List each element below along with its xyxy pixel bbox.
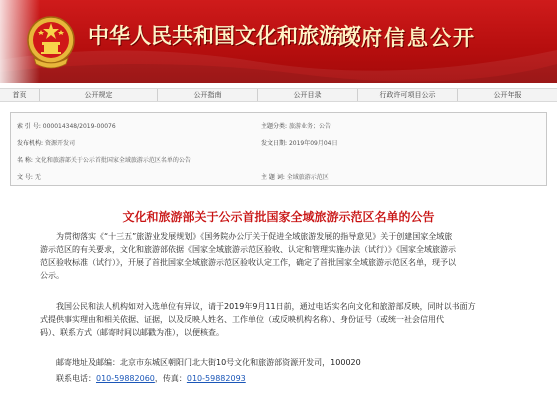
meta-docno-label: 文 号: — [17, 174, 33, 181]
meta-index-value: 000014348/2019-00076 — [42, 123, 116, 130]
national-emblem-icon — [26, 14, 76, 70]
meta-publisher-value: 资源开发司 — [44, 140, 75, 147]
fax-link[interactable]: 010-59882093 — [186, 374, 246, 383]
fax-label: ，传真： — [154, 374, 187, 383]
section-name: 政府信息公开 — [338, 25, 476, 50]
paragraph-line: 码）、联系方式（邮寄时间以邮戳为准），以便核查。 — [40, 328, 224, 337]
paragraph-line: 范区验收标准（试行）》，开展了首批国家全域旅游示范区验收认定工作，确定了首批国家全域旅游示范区名单，现予以 — [40, 258, 456, 267]
meta-index-label: 索 引 号: — [17, 123, 41, 130]
document-meta-box — [10, 112, 547, 186]
meta-keywords — [261, 172, 329, 181]
paragraph-line: 为贯彻落实《“十三五”旅游业发展规划》《国务院办公厅关于促进全域旅游发展的指导意见》关于创建国家全域旅 — [56, 232, 453, 241]
meta-docno — [17, 172, 41, 181]
paragraph-line: 我国公民和法人机构如对入选单位有异议，请于2019年9月11日前，通过电话实名向文化和旅游部反映，同时以书面方 — [56, 302, 476, 311]
meta-date-label: 发文日期: — [261, 140, 288, 147]
meta-publisher — [17, 138, 75, 147]
meta-date-value: 2019年09月04日 — [288, 140, 338, 147]
meta-keywords-value: 全域旅游示范区 — [286, 174, 329, 181]
meta-name-label: 名 称: — [17, 157, 33, 164]
meta-name — [17, 155, 191, 164]
nav-item-permit-notices[interactable]: 行政许可项目公示 — [358, 89, 458, 101]
meta-topic — [261, 121, 331, 130]
article-title: 文化和旅游部关于公示首批国家全域旅游示范区名单的公告 — [122, 210, 435, 224]
meta-topic-value: 旅游业务；公告 — [288, 123, 331, 130]
contact-address — [56, 356, 546, 369]
phone-link[interactable]: 010-59882060 — [96, 374, 155, 383]
meta-topic-label: 主题分类: — [261, 123, 288, 130]
nav-item-home[interactable]: 首页 — [0, 89, 40, 101]
article-paragraph-2 — [40, 300, 530, 339]
nav-item-guide[interactable]: 公开指南 — [158, 89, 258, 101]
main-nav — [0, 88, 557, 102]
meta-publisher-label: 发布机构: — [17, 140, 44, 147]
paragraph-line: 公示。 — [40, 271, 64, 280]
contact-phone — [56, 372, 546, 385]
phone-label: 联系电话： — [56, 374, 96, 383]
nav-item-catalog[interactable]: 公开目录 — [258, 89, 358, 101]
site-banner — [0, 0, 557, 83]
meta-index — [17, 121, 116, 130]
meta-docno-value: 无 — [34, 174, 41, 181]
ministry-name: 中华人民共和国文化和旅游部 — [88, 24, 361, 48]
paragraph-line: 游示范区的有关要求，文化和旅游部依据《国家全域旅游示范区验收、认定和管理实施办法（试行）》《国家全域旅游示 — [40, 245, 456, 254]
nav-item-regulations[interactable]: 公开规定 — [40, 89, 158, 101]
article-paragraph-1 — [40, 230, 530, 282]
nav-item-annual-report[interactable]: 公开年报 — [493, 91, 522, 99]
meta-date — [261, 138, 338, 147]
meta-keywords-label: 主 题 词: — [261, 174, 285, 181]
meta-name-value: 文化和旅游部关于公示首批国家全域旅游示范区名单的公告 — [34, 157, 191, 164]
paragraph-line: 式提供事实理由和相关依据、证据，以及反映人姓名、工作单位（或反映机构名称）、身份证号（或统一社会信用代 — [40, 315, 444, 324]
address-line: 邮寄地址及邮编：北京市东城区朝阳门北大街10号文化和旅游部资源开发司，100020 — [56, 358, 361, 367]
